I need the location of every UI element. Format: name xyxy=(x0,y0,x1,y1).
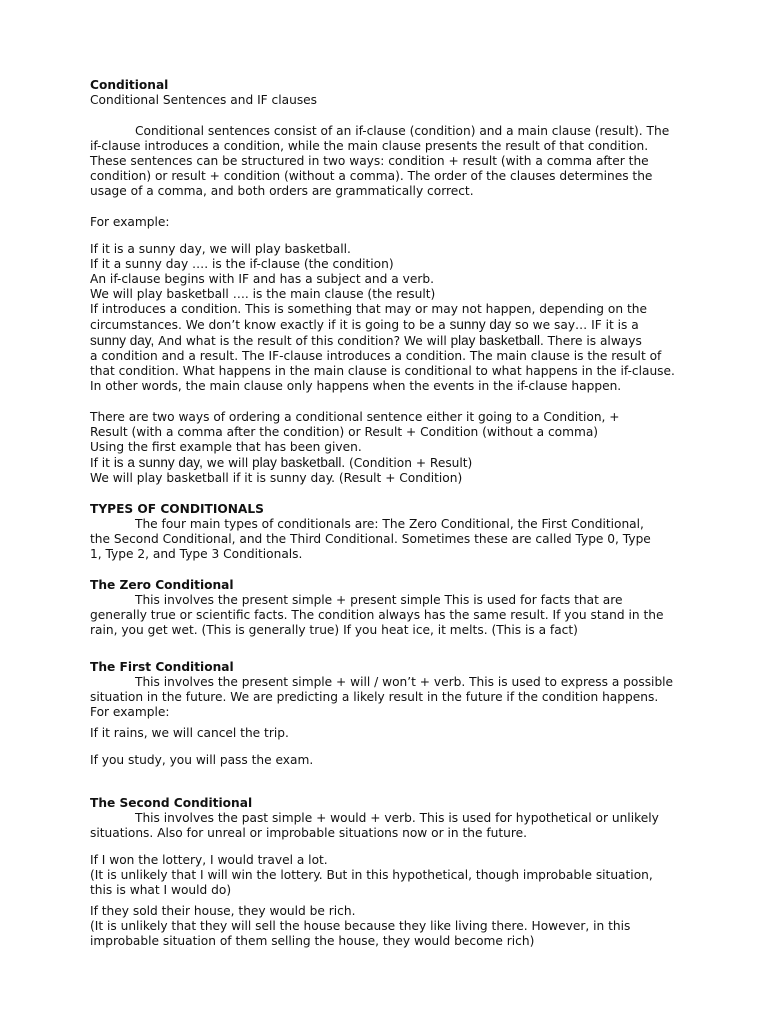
second-example-2 xyxy=(90,904,678,949)
for-example-label: For example: xyxy=(90,215,170,229)
example-line: We will play basketball …. is the main clause (the result) xyxy=(90,287,436,301)
text-segment: circumstances. We don’t know exactly if it is going to be a xyxy=(90,318,450,332)
example-line xyxy=(90,317,678,333)
types-heading: TYPES OF CONDITIONALS xyxy=(90,502,264,516)
ordering-line: We will play basketball if it is sunny day. (Result + Condition) xyxy=(90,471,463,485)
intro-line: condition) or result + condition (without a comma). The order of the clauses determines the xyxy=(90,169,653,183)
second-example-line: If I won the lottery, I would travel a lot. xyxy=(90,853,328,867)
page-subtitle: Conditional Sentences and IF clauses xyxy=(90,93,318,107)
text-segment: we will xyxy=(202,456,253,470)
text-segment: sunny day, xyxy=(90,333,155,348)
text-segment: play basketball. xyxy=(450,333,544,348)
example-paragraph xyxy=(90,242,678,394)
text-segment: And what is the result of this condition? We will xyxy=(154,334,451,348)
ordering-line: There are two ways of ordering a conditional sentence either it going to a Condition, + xyxy=(90,410,620,424)
second-example-line: this is what I would do) xyxy=(90,883,232,897)
example-line: In other words, the main clause only happens when the events in the if-clause happen. xyxy=(90,379,622,393)
zero-conditional-heading: The Zero Conditional xyxy=(90,578,234,592)
second-conditional-paragraph xyxy=(90,811,678,841)
second-example-line: (It is unlikely that they will sell the house because they like living there. However, in this xyxy=(90,919,631,933)
example-line xyxy=(90,333,678,349)
intro-line: if-clause introduces a condition, while the main clause presents the result of that condition. xyxy=(90,139,649,153)
example-line: If introduces a condition. This is something that may or may not happen, depending on the xyxy=(90,302,647,316)
second-example-line: (It is unlikely that I will win the lottery. But in this hypothetical, though improbable situation, xyxy=(90,868,653,882)
types-line: the Second Conditional, and the Third Conditional. Sometimes these are called Type 0, Type xyxy=(90,532,651,546)
ordering-line: Result (with a comma after the condition) or Result + Condition (without a comma) xyxy=(90,425,599,439)
ordering-line: Using the first example that has been given. xyxy=(90,440,362,454)
example-line: If it a sunny day …. is the if-clause (the condition) xyxy=(90,257,394,271)
second-line: situations. Also for unreal or improbable situations now or in the future. xyxy=(90,826,527,840)
intro-line: Conditional sentences consist of an if-clause (condition) and a main clause (result). The xyxy=(135,124,670,138)
second-example-line: If they sold their house, they would be rich. xyxy=(90,904,356,918)
example-line: If it is a sunny day, we will play basketball. xyxy=(90,242,351,256)
text-segment: so we say… IF it is a xyxy=(511,318,639,332)
example-line: a condition and a result. The IF-clause introduces a condition. The main clause is the result of xyxy=(90,349,662,363)
text-segment: sunny day xyxy=(449,317,512,332)
ordering-line xyxy=(90,455,678,471)
ordering-paragraph xyxy=(90,410,678,486)
zero-line: generally true or scientific facts. The condition always has the same result. If you stand in the xyxy=(90,608,664,622)
text-segment: is a sunny day, xyxy=(113,455,203,470)
first-line: For example: xyxy=(90,705,170,719)
zero-line: This involves the present simple + present simple This is used for facts that are xyxy=(135,593,623,607)
first-conditional-heading: The First Conditional xyxy=(90,660,234,674)
types-line: The four main types of conditionals are: The Zero Conditional, the First Conditional, xyxy=(135,517,644,531)
zero-conditional-paragraph xyxy=(90,593,678,638)
first-line: This involves the present simple + will / won’t + verb. This is used to express a possible xyxy=(135,675,674,689)
second-example-1 xyxy=(90,853,678,898)
example-line: An if-clause begins with IF and has a subject and a verb. xyxy=(90,272,434,286)
intro-line: These sentences can be structured in two ways: condition + result (with a comma after the xyxy=(90,154,649,168)
intro-paragraph xyxy=(90,124,678,199)
second-conditional-heading: The Second Conditional xyxy=(90,796,253,810)
text-segment: If it xyxy=(90,456,114,470)
text-segment: There is always xyxy=(543,334,642,348)
text-segment: play basketball. xyxy=(252,455,346,470)
page-title: Conditional xyxy=(90,78,169,92)
second-line: This involves the past simple + would + verb. This is used for hypothetical or unlikely xyxy=(135,811,659,825)
first-example-2: If you study, you will pass the exam. xyxy=(90,753,314,767)
second-example-line: improbable situation of them selling the house, they would become rich) xyxy=(90,934,535,948)
types-line: 1, Type 2, and Type 3 Conditionals. xyxy=(90,547,303,561)
text-segment: (Condition + Result) xyxy=(345,456,473,470)
first-example-1: If it rains, we will cancel the trip. xyxy=(90,726,289,740)
first-conditional-paragraph xyxy=(90,675,678,720)
intro-line: usage of a comma, and both orders are grammatically correct. xyxy=(90,184,474,198)
example-line: that condition. What happens in the main clause is conditional to what happens in the if-clause. xyxy=(90,364,675,378)
types-paragraph xyxy=(90,517,678,562)
zero-line: rain, you get wet. (This is generally true) If you heat ice, it melts. (This is a fact) xyxy=(90,623,578,637)
first-line: situation in the future. We are predicting a likely result in the future if the condition happens. xyxy=(90,690,659,704)
